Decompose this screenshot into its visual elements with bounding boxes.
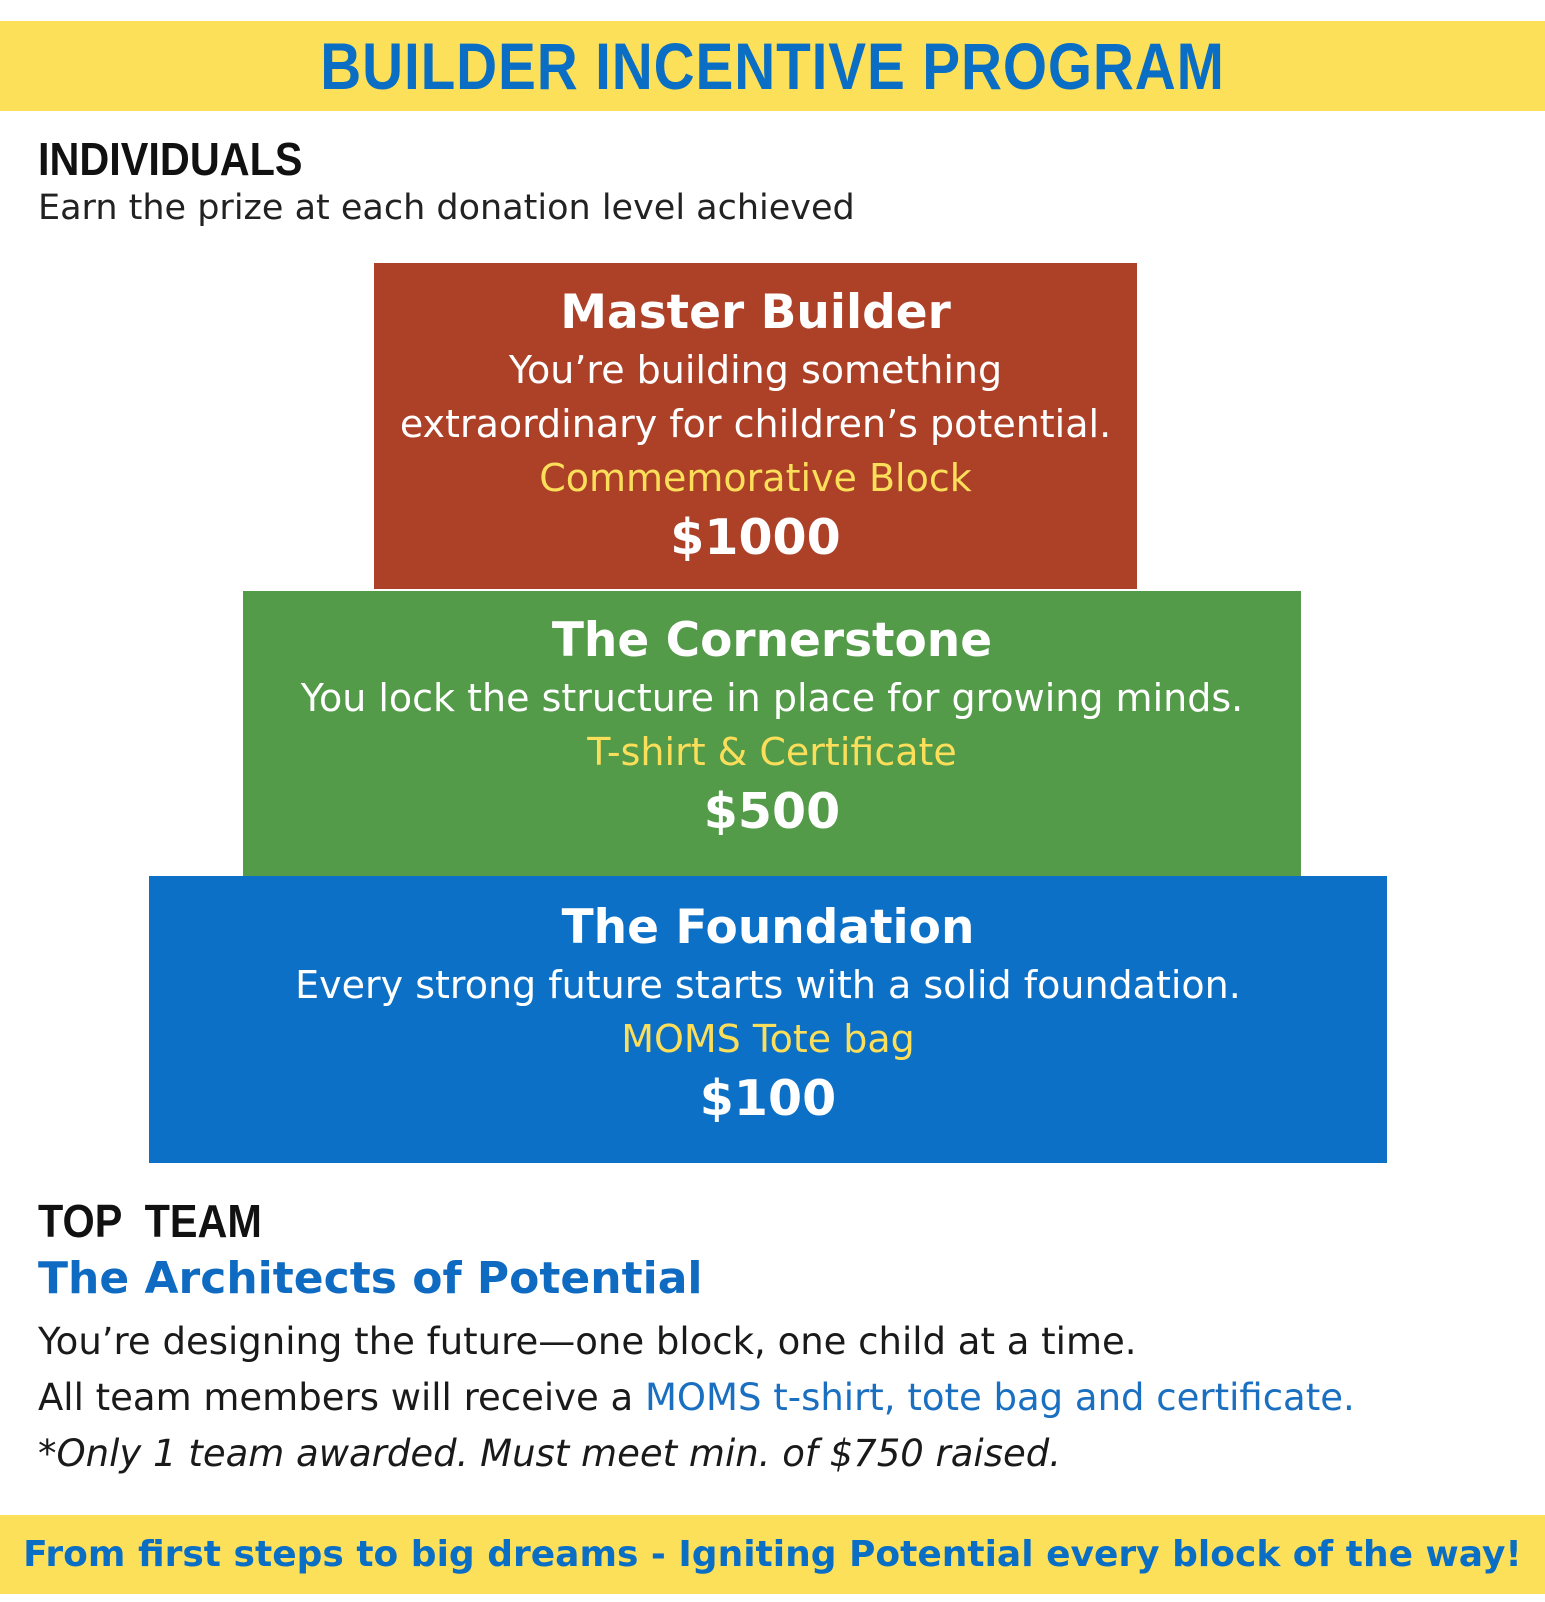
team-note: *Only 1 team awarded. Must meet min. of $750 raised. bbox=[38, 1432, 1061, 1475]
individuals-heading: INDIVIDUALS bbox=[38, 133, 303, 185]
page-title: BUILDER INCENTIVE PROGRAM bbox=[320, 29, 1225, 103]
tier-foundation bbox=[149, 876, 1387, 1163]
tier-amount: $100 bbox=[699, 1070, 837, 1127]
tier-cornerstone bbox=[243, 591, 1301, 876]
footer-banner bbox=[0, 1515, 1545, 1594]
team-reward-prefix: All team members will receive a bbox=[38, 1376, 645, 1419]
tier-master-builder bbox=[374, 263, 1137, 589]
tier-name: Master Builder bbox=[560, 285, 951, 340]
tier-prize: Commemorative Block bbox=[539, 456, 972, 500]
team-reward-items: MOMS t-shirt, tote bag and certificate. bbox=[645, 1376, 1355, 1419]
team-reward-line bbox=[38, 1372, 1355, 1424]
tier-name: The Foundation bbox=[561, 900, 975, 955]
tier-amount: $500 bbox=[703, 783, 841, 840]
tier-description: You lock the structure in place for growing minds. bbox=[300, 676, 1244, 720]
team-description: You’re designing the future—one block, one child at a time. bbox=[38, 1320, 1137, 1363]
individuals-subtitle: Earn the prize at each donation level achieved bbox=[38, 188, 855, 228]
header-banner bbox=[0, 21, 1545, 111]
tier-amount: $1000 bbox=[670, 509, 841, 566]
footer-tagline: From first steps to big dreams - Igniting Potential every block of the way! bbox=[23, 1534, 1522, 1575]
top-team-heading: TOP TEAM bbox=[38, 1195, 262, 1247]
team-name: The Architects of Potential bbox=[38, 1253, 703, 1304]
tier-description: Every strong future starts with a solid foundation. bbox=[295, 963, 1241, 1007]
tier-name: The Cornerstone bbox=[551, 613, 993, 668]
tier-description: You’re building something extraordinary for children’s potential. bbox=[399, 348, 1112, 446]
tier-prize: T-shirt & Certificate bbox=[587, 730, 957, 774]
tier-prize: MOMS Tote bag bbox=[621, 1017, 915, 1061]
